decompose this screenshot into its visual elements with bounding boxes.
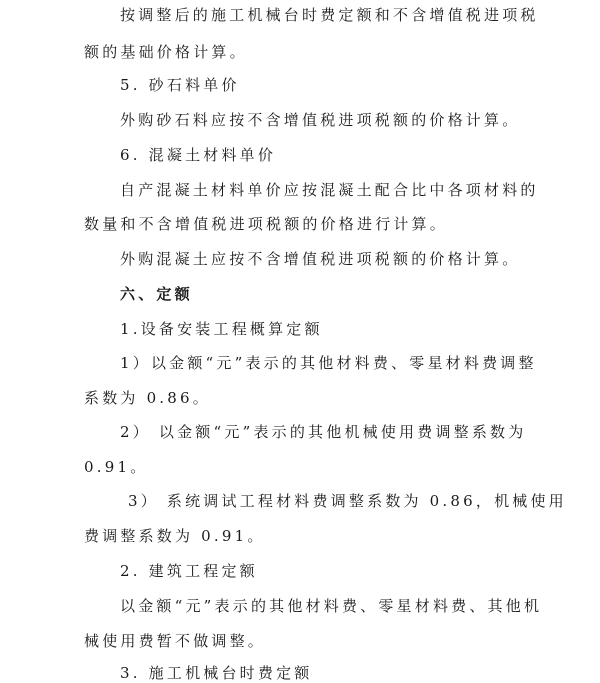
paragraph-line: 数量和不含增值税进项税额的价格进行计算。 (84, 215, 449, 233)
subsection-heading-installation-quota: 1.设备安装工程概算定额 (120, 320, 323, 338)
paragraph-line: 外购砂石料应按不含增值税进项税额的价格计算。 (120, 111, 521, 129)
paragraph-line: 械使用费暂不做调整。 (84, 632, 267, 650)
paragraph-line: 3） 系统调试工程材料费调整系数为 0.86，机械使用 (128, 492, 567, 510)
paragraph-line: 1）以金额“元”表示的其他材料费、零星材料费调整 (120, 354, 537, 372)
paragraph-line: 0.91。 (84, 458, 149, 476)
paragraph-line: 2） 以金额“元”表示的其他机械使用费调整系数为 (120, 423, 527, 441)
paragraph-line: 以金额“元”表示的其他材料费、零星材料费、其他机 (120, 597, 543, 615)
chapter-heading-quota: 六、定额 (120, 285, 193, 303)
paragraph-line: 自产混凝土材料单价应按混凝土配合比中各项材料的 (120, 181, 539, 199)
section-heading-gravel-price: 5. 砂石料单价 (120, 76, 240, 94)
paragraph-line: 系数为 0.86。 (84, 389, 211, 407)
paragraph-line: 费调整系数为 0.91。 (84, 527, 266, 545)
section-heading-concrete-price: 6. 混凝土材料单价 (120, 146, 277, 164)
paragraph-line: 外购混凝土应按不含增值税进项税额的价格计算。 (120, 250, 521, 268)
paragraph-line: 按调整后的施工机械台时费定额和不含增值税进项税 (120, 6, 539, 24)
paragraph-line: 额的基础价格计算。 (84, 43, 248, 61)
subsection-heading-building-quota: 2. 建筑工程定额 (120, 562, 258, 580)
subsection-heading-machinery-quota: 3. 施工机械台时费定额 (120, 664, 313, 682)
